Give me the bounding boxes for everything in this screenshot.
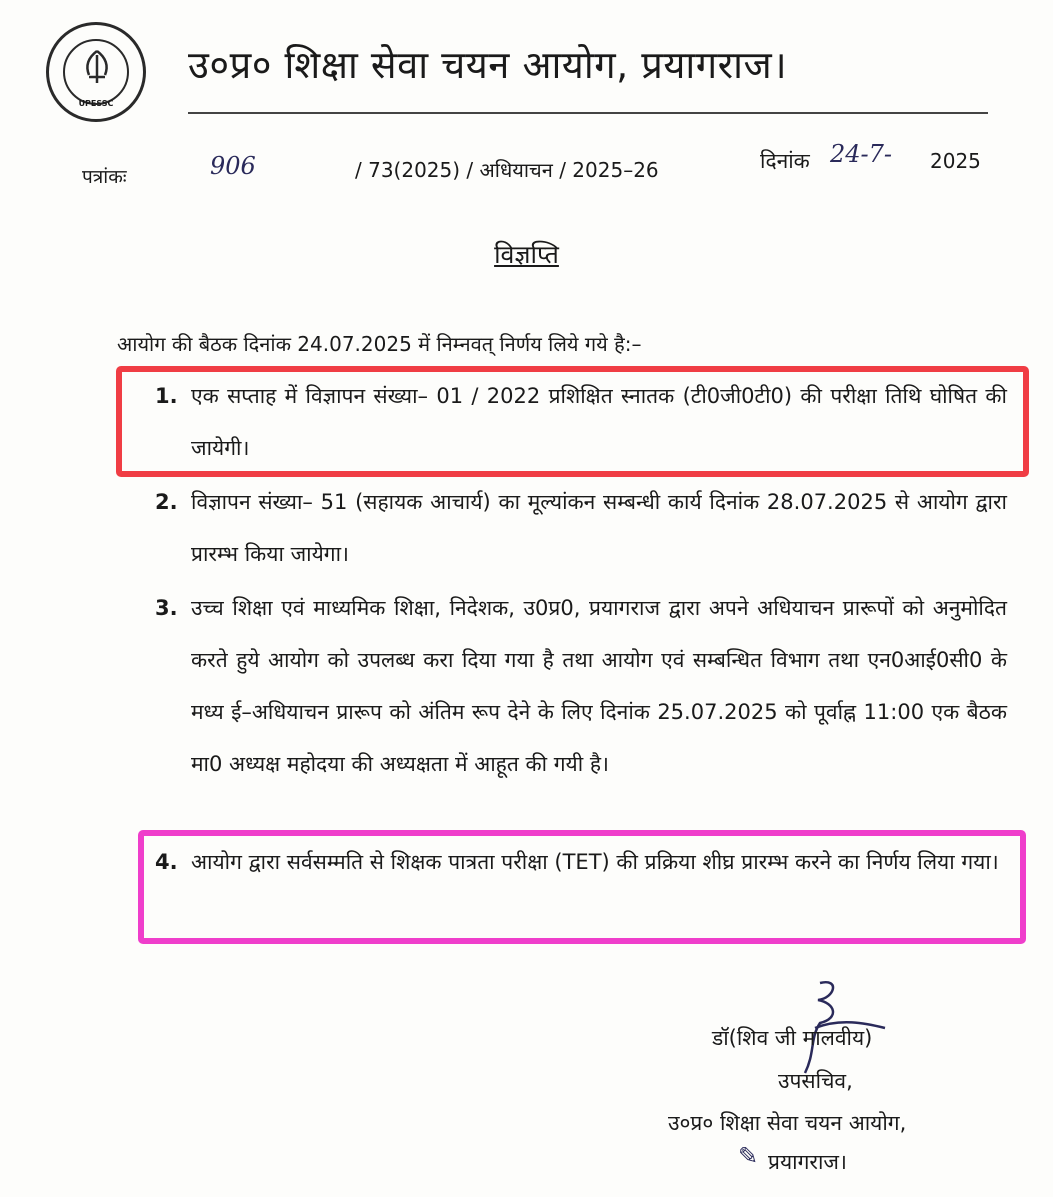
- date-label: दिनांक: [760, 149, 810, 173]
- item-number: 4.: [155, 850, 178, 874]
- logo-text: UPESSC: [78, 99, 114, 108]
- item-number: 1.: [155, 384, 178, 408]
- initial-mark-icon: ✎: [738, 1142, 759, 1170]
- emblem-figure-icon: [79, 47, 115, 87]
- letterhead-title: उ०प्र० शिक्षा सेवा चयन आयोग, प्रयागराज।: [188, 43, 788, 87]
- signatory-designation: उपसचिव,: [778, 1069, 853, 1093]
- header-divider: [188, 112, 988, 114]
- upessc-emblem-icon: [46, 22, 146, 122]
- signatory-name: डॉ(शिव जी मालवीय): [712, 1026, 873, 1050]
- item-text: आयोग द्वारा सर्वसम्मति से शिक्षक पात्रता परीक्षा (TET) की प्रक्रिया शीघ्र प्रारम्भ करने का निर्णय लिया गया।: [191, 850, 999, 874]
- reference-path: / 73(2025) / अधियाचन / 2025–26: [355, 158, 659, 182]
- signatory-org: उ०प्र० शिक्षा सेवा चयन आयोग,: [668, 1111, 907, 1135]
- signatory-city: प्रयागराज।: [768, 1150, 847, 1174]
- item-number: 3.: [155, 596, 178, 620]
- highlight-box-red: [116, 366, 1029, 477]
- item-text: उच्च शिक्षा एवं माध्यमिक शिक्षा, निदेशक, उ0प्र0, प्रयागराज द्वारा अपने अधियाचन प्रारूपों को अनुमोदित करते हुये आयोग को उपलब्ध करा दिया गया है तथा आयोग एवं सम्बन्धित विभाग तथा एन0आई0सी0 के मध्य ई–अधियाचन प्रारूप को अंतिम रूप देने के लिए दिनांक 25.07.2025 को पूर्वाह्न 11:00 एक बैठक मा0 अध्यक्ष महोदया की अध्यक्षता में आहूत की गयी है।: [191, 596, 1007, 776]
- date-handwritten: 24-7-: [830, 140, 893, 168]
- reference-number: 906: [210, 152, 256, 180]
- notice-heading: विज्ञप्ति: [494, 240, 559, 269]
- list-item: [155, 476, 1007, 580]
- intro-text: आयोग की बैठक दिनांक 24.07.2025 में निम्नवत् निर्णय लिये गये है:–: [117, 332, 642, 356]
- reference-label: पत्रांकः: [82, 166, 127, 188]
- item-number: 2.: [155, 490, 178, 514]
- item-text: एक सप्ताह में विज्ञापन संख्या– 01 / 2022 प्रशिक्षित स्नातक (टी0जी0टी0) की परीक्षा तिथि घोषित की जायेगी।: [191, 384, 1007, 460]
- item-text: विज्ञापन संख्या– 51 (सहायक आचार्य) का मूल्यांकन सम्बन्धी कार्य दिनांक 28.07.2025 से आयोग द्वारा प्रारम्भ किया जायेगा।: [191, 490, 1007, 566]
- highlight-box-pink: [138, 830, 1026, 944]
- date-year: 2025: [930, 149, 981, 173]
- list-item: [155, 582, 1007, 790]
